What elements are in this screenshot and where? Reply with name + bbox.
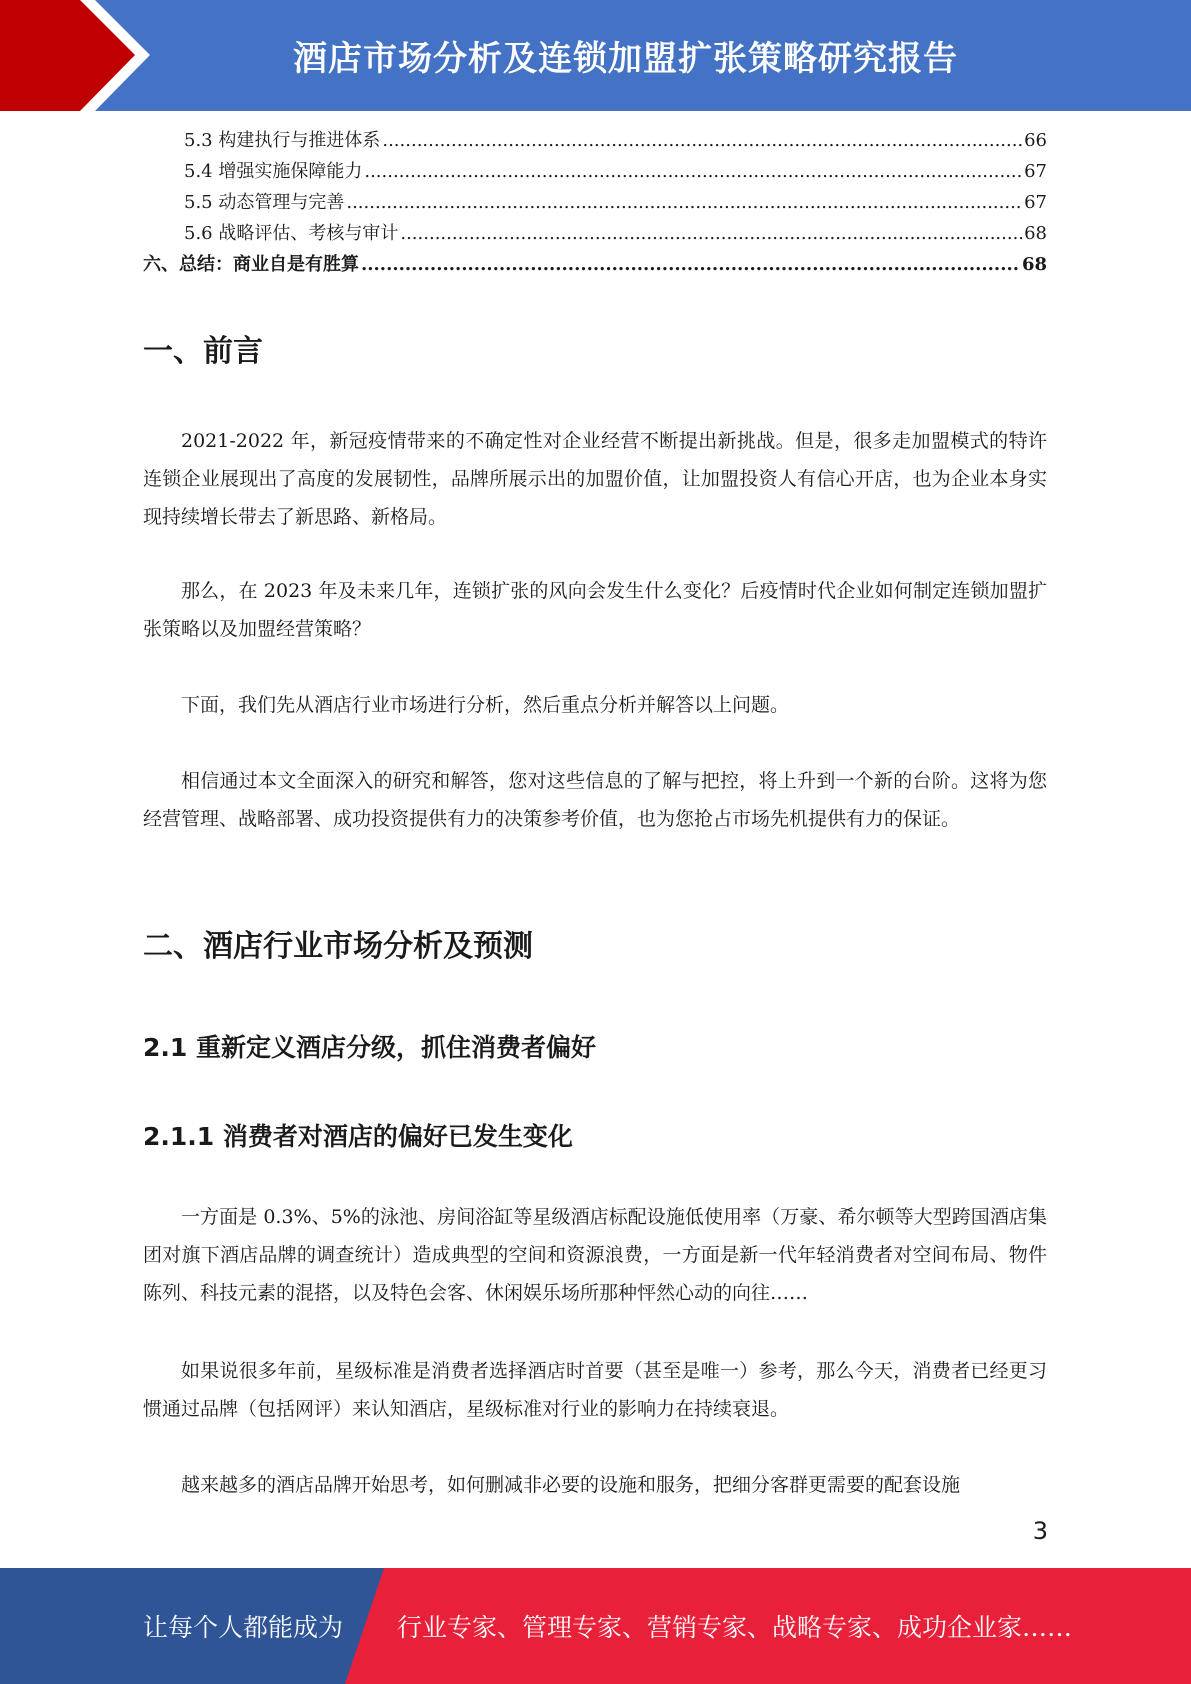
section-heading-market-analysis: 二、酒店行业市场分析及预测 <box>143 929 533 964</box>
toc-entry-label: 六、总结：商业自是有胜算 <box>143 254 359 275</box>
report-title: 酒店市场分析及连锁加盟扩张策略研究报告 <box>293 39 958 79</box>
toc-dot-leader <box>364 156 1022 187</box>
toc-entry[interactable] <box>143 125 1047 156</box>
toc-entry[interactable] <box>143 249 1047 280</box>
toc-entry-label: 5.4 增强实施保障能力 <box>184 161 363 182</box>
paragraph: 2021-2022 年，新冠疫情带来的不确定性对企业经营不断提出新挑战。但是，很多走加盟模式的特许连锁企业展现出了高度的发展韧性，品牌所展示出的加盟价值，让加盟投资人有信心开店，也为企业本身实现持续增长带去了新思路、新格局。 <box>143 430 1047 528</box>
paragraph: 越来越多的酒店品牌开始思考，如何删减非必要的设施和服务，把细分客群更需要的配套设施 <box>181 1474 961 1496</box>
toc-entry[interactable] <box>143 187 1047 218</box>
footer-slogan-right: 行业专家、管理专家、营销专家、战略专家、成功企业家…… <box>397 1613 1073 1642</box>
toc-dot-leader <box>400 218 1022 249</box>
toc-entry-label: 5.6 战略评估、考核与审计 <box>184 223 399 244</box>
footer-slogan-left: 让每个人都能成为 <box>143 1613 344 1642</box>
toc-entry-label: 5.5 动态管理与完善 <box>184 192 345 213</box>
page-header <box>0 0 1191 111</box>
toc-entry[interactable] <box>143 218 1047 249</box>
toc-page-number: 68 <box>1024 223 1047 244</box>
toc-page-number: 68 <box>1021 254 1047 275</box>
page-content <box>143 125 1047 1496</box>
toc-page-number: 67 <box>1024 161 1047 182</box>
toc-dot-leader <box>382 125 1022 156</box>
paragraph: 如果说很多年前，星级标准是消费者选择酒店时首要（甚至是唯一）参考，那么今天，消费者已经更习惯通过品牌（包括网评）来认知酒店，星级标准对行业的影响力在持续衰退。 <box>143 1360 1047 1420</box>
subsection-heading-2-1-1: 2.1.1 消费者对酒店的偏好已发生变化 <box>143 1122 573 1151</box>
paragraph: 下面，我们先从酒店行业市场进行分析，然后重点分析并解答以上问题。 <box>181 694 790 716</box>
page-footer <box>0 1568 1191 1684</box>
table-of-contents <box>143 125 1047 280</box>
toc-page-number: 66 <box>1024 130 1047 151</box>
paragraph: 一方面是 0.3%、5%的泳池、房间浴缸等星级酒店标配设施低使用率（万豪、希尔顿等大型跨国酒店集团对旗下酒店品牌的调查统计）造成典型的空间和资源浪费，一方面是新一代年轻消费者对空间布局、物件陈列、科技元素的混搭，以及特色会客、休闲娱乐场所那种怦然心动的向往…… <box>143 1206 1047 1304</box>
section-heading-preface: 一、前言 <box>143 334 263 369</box>
paragraph: 那么，在 2023 年及未来几年，连锁扩张的风向会发生什么变化？后疫情时代企业如何制定连锁加盟扩张策略以及加盟经营策略？ <box>143 580 1047 640</box>
toc-entry[interactable] <box>143 156 1047 187</box>
toc-dot-leader <box>361 249 1020 280</box>
paragraph: 相信通过本文全面深入的研究和解答，您对这些信息的了解与把控，将上升到一个新的台阶。这将为您经营管理、战略部署、成功投资提供有力的决策参考价值，也为您抢占市场先机提供有力的保证。 <box>143 770 1047 830</box>
page-number: 3 <box>1032 1517 1048 1545</box>
subsection-heading-2-1: 2.1 重新定义酒店分级，抓住消费者偏好 <box>143 1033 596 1062</box>
toc-entry-label: 5.3 构建执行与推进体系 <box>184 130 381 151</box>
toc-page-number: 67 <box>1024 192 1047 213</box>
toc-dot-leader <box>346 187 1022 218</box>
